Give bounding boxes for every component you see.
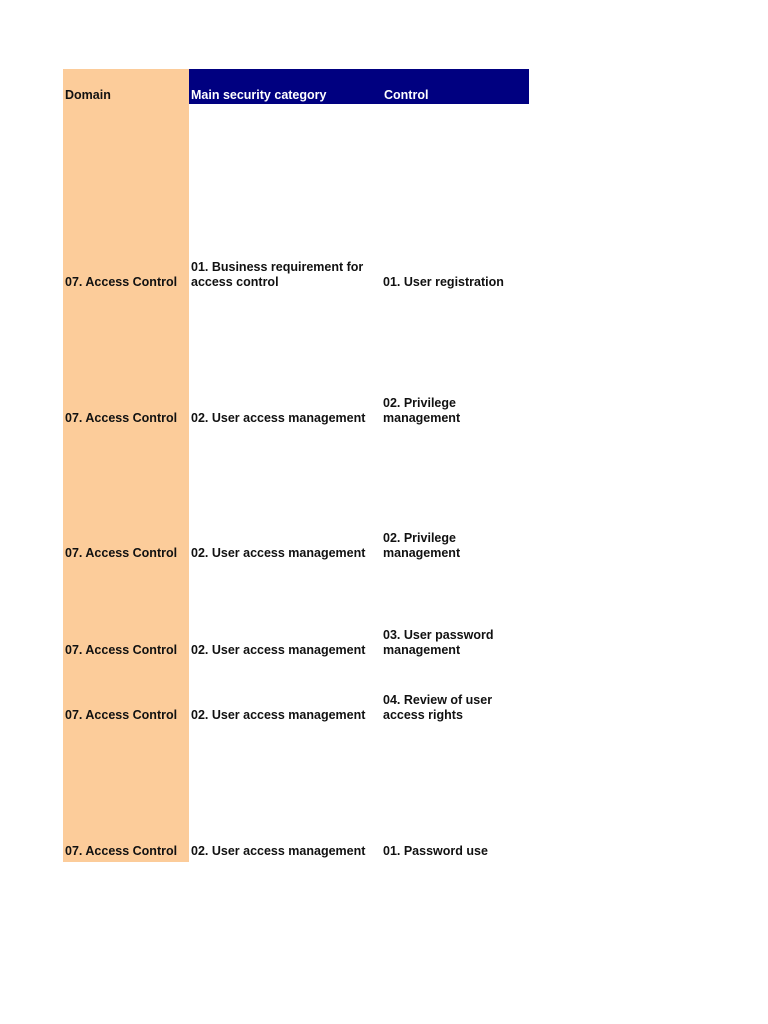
control-cell: 04. Review of user access rights — [383, 693, 493, 722]
header-control: Control — [384, 88, 429, 102]
header-domain: Domain — [65, 88, 111, 102]
control-cell: 01. Password use — [383, 844, 488, 858]
control-cell: 02. Privilege management — [383, 531, 461, 560]
domain-cell: 07. Access Control — [65, 708, 178, 722]
control-cell: 02. Privilege management — [383, 396, 461, 425]
category-cell: 02. User access management — [191, 844, 366, 858]
domain-cell: 07. Access Control — [65, 546, 178, 560]
domain-cell: 07. Access Control — [65, 275, 178, 289]
category-cell: 02. User access management — [191, 411, 366, 425]
category-cell: 01. Business requirement for access control — [191, 260, 364, 289]
domain-cell: 07. Access Control — [65, 411, 178, 425]
table-row — [63, 69, 529, 859]
control-cell: 03. User password management — [383, 628, 494, 657]
category-cell: 02. User access management — [191, 546, 366, 560]
category-cell: 02. User access management — [191, 643, 366, 657]
category-cell: 02. User access management — [191, 708, 366, 722]
domain-cell: 07. Access Control — [65, 844, 178, 858]
header-category: Main security category — [191, 88, 327, 102]
control-cell: 01. User registration — [383, 275, 504, 289]
domain-cell: 07. Access Control — [65, 643, 178, 657]
